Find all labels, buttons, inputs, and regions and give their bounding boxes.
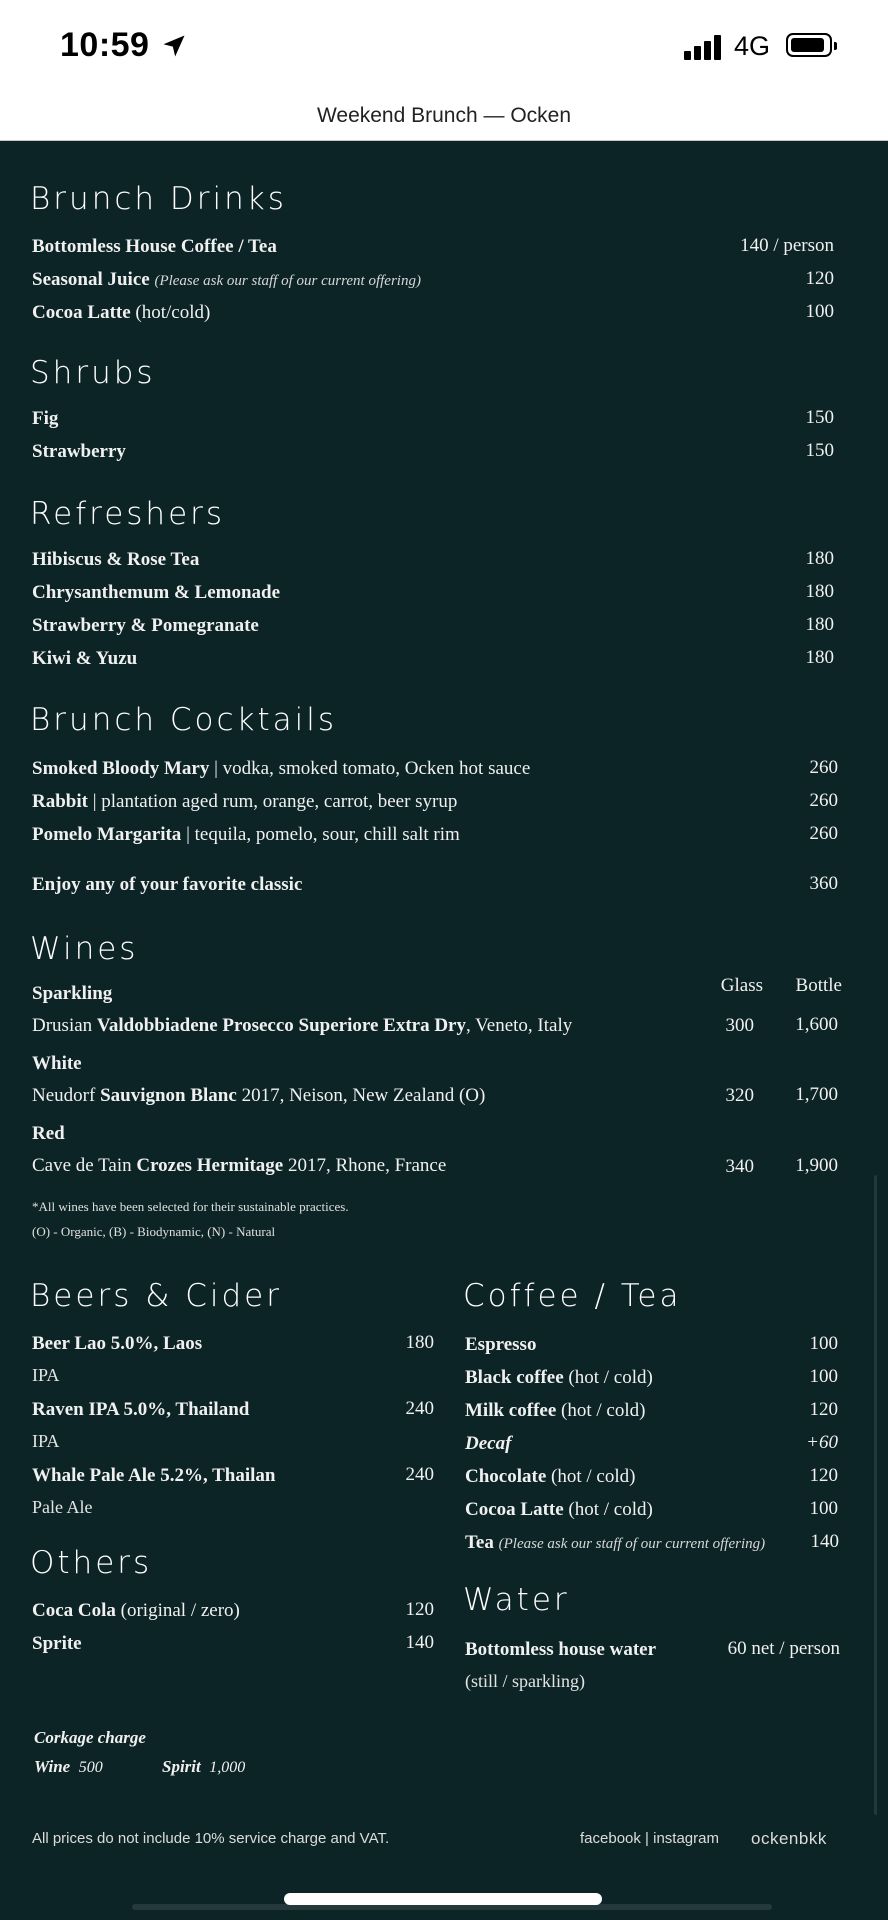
bottle-column-header: Bottle bbox=[795, 975, 842, 996]
menu-item: Sprite bbox=[32, 1633, 82, 1654]
corkage-title: Corkage charge bbox=[34, 1728, 146, 1747]
item-price: 140 bbox=[405, 1632, 434, 1653]
section-title-brunch-drinks: Brunch Drinks bbox=[30, 181, 287, 217]
footer-social-links[interactable]: facebook | instagram bbox=[580, 1830, 719, 1847]
menu-item: Bottomless House Coffee / Tea bbox=[32, 236, 277, 257]
footer-handle[interactable]: ockenbkk bbox=[751, 1829, 827, 1848]
item-price: 260 bbox=[809, 790, 838, 811]
item-price: 150 bbox=[805, 407, 834, 428]
menu-item: Tea (Please ask our staff of our current offering) bbox=[465, 1532, 766, 1553]
menu-item: Cocoa Latte (hot / cold) bbox=[465, 1499, 653, 1520]
menu-item: Smoked Bloody Mary | vodka, smoked tomato, Ocken hot sauce bbox=[32, 758, 531, 779]
item-price: 120 bbox=[805, 268, 834, 289]
wine-sustainability-note: *All wines have been selected for their sustainable practices. bbox=[32, 1199, 349, 1214]
menu-item: Beer Lao 5.0%, Laos bbox=[32, 1333, 203, 1354]
beer-style: IPA bbox=[32, 1365, 60, 1385]
item-price: 180 bbox=[805, 581, 834, 602]
menu-item: Fig bbox=[32, 408, 59, 429]
item-price: +60 bbox=[806, 1432, 838, 1453]
menu-item: Raven IPA 5.0%, Thailand bbox=[32, 1399, 250, 1420]
menu-item: Milk coffee (hot / cold) bbox=[465, 1400, 646, 1421]
item-price: 100 bbox=[805, 301, 834, 322]
location-arrow-icon bbox=[160, 32, 188, 60]
item-price: 260 bbox=[809, 823, 838, 844]
menu-item: Decaf bbox=[465, 1433, 512, 1454]
corkage-wine: Wine 500 bbox=[34, 1757, 103, 1776]
menu-item: Rabbit | plantation aged rum, orange, carrot, beer syrup bbox=[32, 791, 458, 812]
menu-item: Chrysanthemum & Lemonade bbox=[32, 582, 281, 603]
water-options: (still / sparkling) bbox=[465, 1671, 585, 1691]
wine-type: White bbox=[32, 1053, 82, 1074]
item-price: 150 bbox=[805, 440, 834, 461]
wine-item: Neudorf Sauvignon Blanc 2017, Neison, New Zealand (O) bbox=[32, 1085, 486, 1106]
footer-service-note: All prices do not include 10% service charge and VAT. bbox=[32, 1830, 390, 1847]
menu-item: Chocolate (hot / cold) bbox=[465, 1466, 636, 1487]
corkage-spirit: Spirit 1,000 bbox=[162, 1757, 246, 1776]
item-price: 180 bbox=[805, 548, 834, 569]
wine-legend-note: (O) - Organic, (B) - Biodynamic, (N) - Natural bbox=[32, 1224, 276, 1239]
network-type: 4G bbox=[734, 31, 771, 61]
menu-item: Strawberry bbox=[32, 441, 126, 462]
browser-title-bar bbox=[0, 92, 888, 141]
item-price: 240 bbox=[405, 1398, 434, 1419]
item-price: 360 bbox=[809, 873, 838, 894]
menu-item: Whale Pale Ale 5.2%, Thailan bbox=[32, 1465, 276, 1486]
section-title-beers-cider: Beers & Cider bbox=[30, 1278, 282, 1314]
item-price: 240 bbox=[405, 1464, 434, 1485]
wine-glass-price: 320 bbox=[725, 1085, 754, 1106]
beer-style: IPA bbox=[32, 1431, 60, 1451]
item-price: 60 net / person bbox=[727, 1638, 840, 1659]
section-title-coffee-tea: Coffee / Tea bbox=[463, 1278, 682, 1314]
menu-item: Pomelo Margarita | tequila, pomelo, sour, chill salt rim bbox=[32, 824, 460, 845]
section-title-refreshers: Refreshers bbox=[30, 496, 226, 532]
menu-item: Strawberry & Pomegranate bbox=[32, 615, 259, 636]
wine-item: Cave de Tain Crozes Hermitage 2017, Rhone, France bbox=[32, 1155, 447, 1176]
home-indicator[interactable] bbox=[284, 1893, 602, 1905]
item-price: 120 bbox=[809, 1465, 838, 1486]
item-price: 100 bbox=[809, 1498, 838, 1519]
wine-type: Red bbox=[32, 1123, 65, 1144]
status-bar bbox=[0, 0, 888, 92]
menu-item: Kiwi & Yuzu bbox=[32, 648, 138, 669]
wine-glass-price: 300 bbox=[725, 1015, 754, 1036]
wine-item: Drusian Valdobbiadene Prosecco Superiore Extra Dry, Veneto, Italy bbox=[32, 1015, 573, 1036]
menu-item: Hibiscus & Rose Tea bbox=[32, 549, 200, 570]
menu-item: Seasonal Juice (Please ask our staff of our current offering) bbox=[32, 269, 421, 290]
menu-item: Cocoa Latte (hot/cold) bbox=[32, 302, 211, 323]
item-price: 180 bbox=[405, 1332, 434, 1353]
menu-item: Coca Cola (original / zero) bbox=[32, 1600, 240, 1621]
menu-item: Black coffee (hot / cold) bbox=[465, 1367, 653, 1388]
item-price: 100 bbox=[809, 1333, 838, 1354]
item-price: 100 bbox=[809, 1366, 838, 1387]
status-time: 10:59 bbox=[60, 26, 150, 64]
section-title-wines: Wines bbox=[30, 931, 139, 967]
menu-item: Espresso bbox=[465, 1334, 537, 1355]
wine-type: Sparkling bbox=[32, 983, 113, 1004]
battery-icon bbox=[786, 33, 832, 57]
menu-item: Bottomless house water bbox=[465, 1639, 657, 1660]
wine-bottle-price: 1,900 bbox=[795, 1155, 838, 1176]
wine-glass-price: 340 bbox=[725, 1156, 754, 1177]
item-price: 140 / person bbox=[740, 235, 834, 256]
menu-content[interactable] bbox=[0, 141, 888, 1920]
section-title-water: Water bbox=[463, 1582, 570, 1618]
section-title-others: Others bbox=[30, 1545, 153, 1581]
menu-item: Enjoy any of your favorite classic bbox=[32, 874, 303, 895]
wine-bottle-price: 1,600 bbox=[795, 1014, 838, 1035]
section-title-shrubs: Shrubs bbox=[30, 355, 156, 391]
item-price: 180 bbox=[805, 614, 834, 635]
wine-bottle-price: 1,700 bbox=[795, 1084, 838, 1105]
item-price: 180 bbox=[805, 647, 834, 668]
item-price: 140 bbox=[810, 1531, 839, 1552]
page-title: Weekend Brunch — Ocken bbox=[316, 104, 572, 127]
glass-column-header: Glass bbox=[720, 975, 763, 996]
item-price: 120 bbox=[405, 1599, 434, 1620]
beer-style: Pale Ale bbox=[32, 1497, 93, 1517]
section-title-brunch-cocktails: Brunch Cocktails bbox=[30, 702, 338, 738]
scrollbar[interactable] bbox=[874, 1175, 877, 1815]
signal-bars-icon bbox=[684, 34, 724, 60]
item-price: 120 bbox=[809, 1399, 838, 1420]
item-price: 260 bbox=[809, 757, 838, 778]
